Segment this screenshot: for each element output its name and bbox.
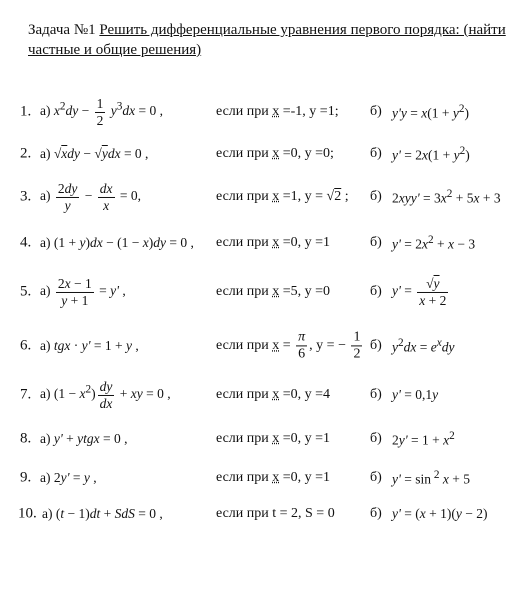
equation-a: а) $(1 - x^2)$ $\frac{dy}{dx}$ + xy = 0 , xyxy=(40,378,171,411)
equation-b: y' = 0,1y xyxy=(392,387,439,402)
label-b: б) xyxy=(370,235,382,250)
initial-condition: если при x =0, y =4 xyxy=(216,387,331,402)
task-instruction: Решить дифференциальные уравнения первого порядка: (найти частные и общие решения) xyxy=(28,22,506,58)
equation-b: y' = $\frac{√y}{x + 2}$ xyxy=(392,275,447,308)
label-b: б) xyxy=(370,506,382,521)
problem-row-1 xyxy=(0,97,518,127)
equation-b: $y' = 2x^2 + x - 3$ xyxy=(392,233,476,252)
equation-b: y' = sin $^2$ x + 5 xyxy=(392,468,470,487)
label-b: б) xyxy=(370,387,382,402)
initial-condition: если при x =0, y =1 xyxy=(216,235,331,250)
equation-a: а) 2y' = y , xyxy=(40,470,97,485)
label-b: б) xyxy=(370,146,382,161)
equation-a: а) $\frac{2x - 1}{y + 1}$ = y' , xyxy=(40,275,126,308)
task-heading xyxy=(28,20,508,60)
equation-a: а) tgx · y' = 1 + y , xyxy=(40,338,139,353)
problem-number: 5. xyxy=(20,283,32,300)
initial-condition: если при x =5, y =0 xyxy=(216,284,331,299)
equation-a: а) $x^2dy$ − $\frac{1}{2}$ $y^3dx = 0$ , xyxy=(40,95,163,128)
problem-number: 3. xyxy=(20,188,32,205)
equation-a: а) (1 + y)dx − (1 − x)dy = 0 , xyxy=(40,235,194,250)
problem-number: 1. xyxy=(20,103,32,120)
initial-condition: если при x =0, y =1 xyxy=(216,431,331,446)
problem-row-10 xyxy=(0,499,518,529)
label-b: б) xyxy=(370,104,382,119)
equation-a: а) √xdy − √ydx = 0 , xyxy=(40,146,149,161)
label-b: б) xyxy=(370,431,382,446)
problem-number: 8. xyxy=(20,430,32,447)
problem-row-8 xyxy=(0,424,518,454)
equation-b: $y^2dx = e^xdy$ xyxy=(392,336,455,355)
equation-b: $2y' = 1 + x^2$ xyxy=(392,429,455,448)
problem-row-6 xyxy=(0,331,518,361)
equation-b: y' = (x + 1)(y − 2) xyxy=(392,506,488,521)
problem-row-4 xyxy=(0,228,518,258)
problem-row-7 xyxy=(0,380,518,410)
task-number: Задача №1 xyxy=(28,22,100,38)
equation-a: а) y' + ytgx = 0 , xyxy=(40,431,128,446)
problem-number: 10. xyxy=(18,505,37,522)
problem-number: 4. xyxy=(20,234,32,251)
initial-condition: если при t = 2, S = 0 xyxy=(216,506,335,521)
equation-a: а) $\frac{2dy}{y}$ − $\frac{dx}{x}$ = 0, xyxy=(40,180,141,213)
initial-condition: если при x =0, y =1 xyxy=(216,470,331,485)
label-b: б) xyxy=(370,338,382,353)
problem-row-3 xyxy=(0,182,518,212)
problem-row-2 xyxy=(0,139,518,169)
equation-a: а) (t − 1)dt + SdS = 0 , xyxy=(42,506,163,521)
initial-condition: если при x =-1, y =1; xyxy=(216,104,339,119)
equation-b: $y'y = x(1 + y^2)$ xyxy=(392,102,469,121)
initial-condition: если при x = $\frac{\pi}{6}$ , y = − $\frac{1}{2}$ xyxy=(216,329,361,362)
equation-b: $2xyy' = 3x^2 + 5x + 3$ xyxy=(392,187,501,206)
problem-row-5 xyxy=(0,277,518,307)
problem-number: 7. xyxy=(20,386,32,403)
problem-number: 9. xyxy=(20,469,32,486)
label-b: б) xyxy=(370,470,382,485)
problem-number: 6. xyxy=(20,337,32,354)
equation-b: $y' = 2x(1 + y^2)$ xyxy=(392,144,470,163)
label-b: б) xyxy=(370,284,382,299)
problem-number: 2. xyxy=(20,145,32,162)
initial-condition: если при x =1, y = √2 ; xyxy=(216,189,349,204)
problem-row-9 xyxy=(0,463,518,493)
label-b: б) xyxy=(370,189,382,204)
initial-condition: если при x =0, y =0; xyxy=(216,146,334,161)
